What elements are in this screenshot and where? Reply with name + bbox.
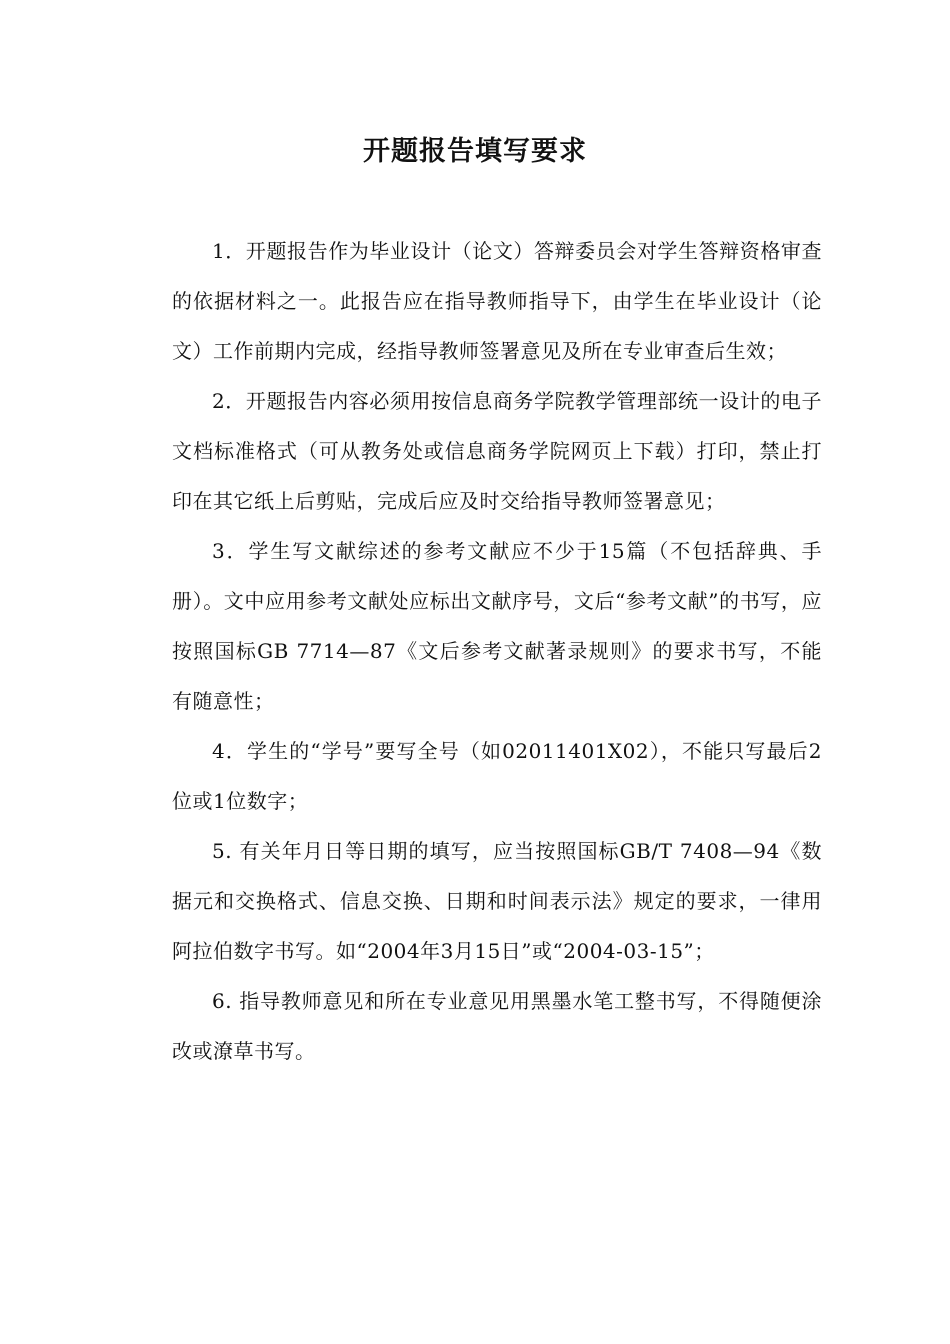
- requirement-item-6: 6. 指导教师意见和所在专业意见用黑墨水笔工整书写，不得随便涂改或潦草书写。: [172, 989, 822, 1063]
- requirements-list: [172, 226, 822, 1076]
- requirement-item-4: 4．学生的“学号”要写全号（如02011401X02），不能只写最后2位或1位数字；: [172, 739, 822, 813]
- page-title: 开题报告填写要求: [363, 136, 587, 167]
- requirement-item-2: 2．开题报告内容必须用按信息商务学院教学管理部统一设计的电子文档标准格式（可从教务处或信息商务学院网页上下载）打印，禁止打印在其它纸上后剪贴，完成后应及时交给指导教师签署意见；: [172, 389, 822, 513]
- requirement-item-1: 1．开题报告作为毕业设计（论文）答辩委员会对学生答辩资格审查的依据材料之一。此报告应在指导教师指导下，由学生在毕业设计（论文）工作前期内完成，经指导教师签署意见及所在专业审查后生效；: [172, 239, 822, 363]
- requirement-item-5: 5. 有关年月日等日期的填写，应当按照国标GB/T 7408—94《数据元和交换格式、信息交换、日期和时间表示法》规定的要求，一律用阿拉伯数字书写。如“2004年3月15日”或“2004-03-15”；: [172, 839, 822, 963]
- requirement-item-3: 3．学生写文献综述的参考文献应不少于15篇（不包括辞典、手册）。文中应用参考文献处应标出文献序号，文后“参考文献”的书写，应按照国标GB 7714—87《文后参考文献著录规则》的要求书写，不能有随意性；: [172, 539, 822, 713]
